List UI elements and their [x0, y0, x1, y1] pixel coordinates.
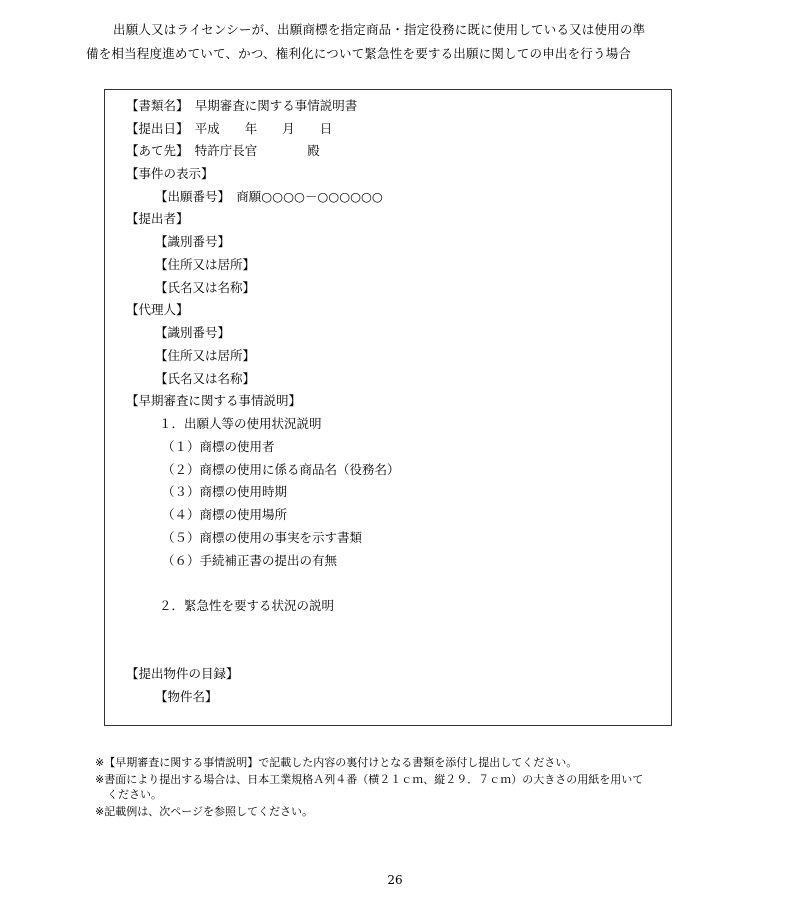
submitter-name-label: 【氏名又は名称】 [155, 280, 256, 295]
section-1-item: （３）商標の使用時期 [162, 484, 288, 499]
note-paper-size-line-1: ※書面により提出する場合は、日本工業規格Ａ列４番（横２１ｃｍ、縦２９．７ｃｍ）の大きさの用紙を用いて [95, 773, 644, 786]
doc-name-line: 【書類名】 早期審査に関する事情説明書 [126, 98, 358, 113]
intro-paragraph [86, 18, 706, 66]
attachments-heading: 【提出物件の目録】 [126, 666, 239, 681]
agent-heading: 【代理人】 [126, 302, 189, 317]
item-name-label: 【物件名】 [155, 689, 218, 704]
section-1-item: （１）商標の使用者 [162, 439, 275, 454]
page-number: 26 [387, 873, 403, 887]
case-display-heading: 【事件の表示】 [126, 166, 214, 181]
section-2-title: ２．緊急性を要する状況の説明 [159, 598, 335, 613]
notes-section [95, 755, 705, 821]
intro-line-2: 備を相当程度進めていて、かつ、権利化について緊急性を要する出願に関しての申出を行う場合 [86, 46, 632, 61]
application-number-line: 【出願番号】 商願○○○○－○○○○○○ [155, 189, 383, 204]
note-paper-size-line-2: ください。 [107, 788, 162, 801]
submitter-address-label: 【住所又は居所】 [155, 257, 256, 272]
section-1-item: （２）商標の使用に係る商品名（役務名） [162, 462, 400, 477]
intro-line-1: 出願人又はライセンシーが、出願商標を指定商品・指定役務に既に使用している又は使用の準 [113, 22, 646, 37]
note-see-next-page: ※記載例は、次ページを参照してください。 [95, 805, 313, 818]
section-1-item: （４）商標の使用場所 [162, 507, 288, 522]
note-attach-documents: ※【早期審査に関する事情説明】で記載した内容の裏付けとなる書類を添付し提出してください。 [95, 756, 578, 769]
section-1-item: （６）手続補正書の提出の有無 [162, 553, 338, 568]
submission-date-line: 【提出日】 平成 年 月 日 [126, 121, 333, 136]
agent-name-label: 【氏名又は名称】 [155, 371, 256, 386]
addressee-line: 【あて先】 特許庁長官 殿 [126, 143, 320, 158]
form-box [104, 89, 672, 726]
agent-id-label: 【識別番号】 [155, 325, 231, 340]
section-1-title: １．出願人等の使用状況説明 [159, 416, 322, 431]
note-paper-size [95, 772, 705, 802]
agent-address-label: 【住所又は居所】 [155, 348, 256, 363]
submitter-id-label: 【識別番号】 [155, 234, 231, 249]
submitter-heading: 【提出者】 [126, 211, 189, 226]
explanation-heading: 【早期審査に関する事情説明】 [126, 393, 302, 408]
section-1-item: （５）商標の使用の事実を示す書類 [162, 530, 363, 545]
